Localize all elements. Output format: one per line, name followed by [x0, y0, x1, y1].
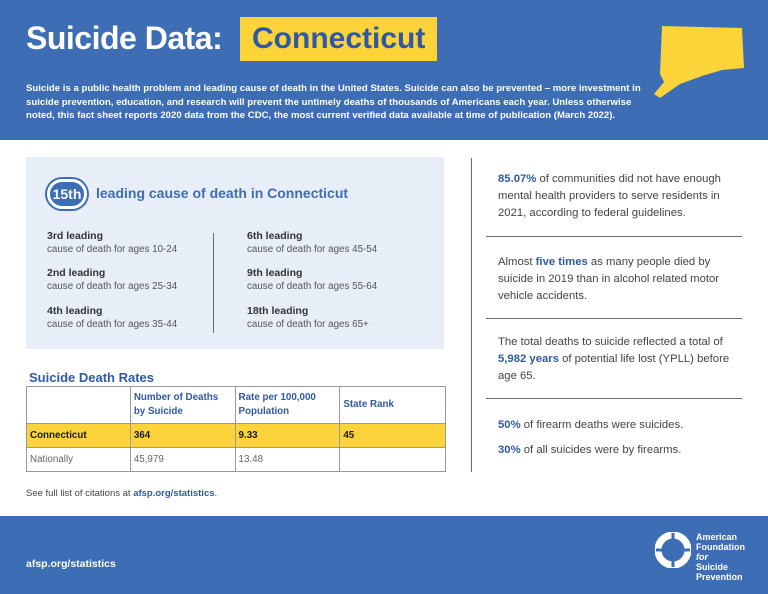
leading-cause-panel [26, 157, 444, 349]
citation-note [26, 488, 217, 499]
age-cause-item [247, 304, 422, 332]
table-cell-rank: 45 [340, 424, 446, 448]
table-cell-deaths: 45,979 [130, 448, 235, 472]
fact-highlight: 5,982 years [498, 353, 559, 365]
citation-link[interactable]: afsp.org/statistics [133, 488, 215, 499]
table-cell-deaths: 364 [130, 424, 235, 448]
table-cell-rank [340, 448, 446, 472]
age-cause-rank: 4th leading [47, 305, 103, 317]
citation-prefix: See full list of citations at [26, 488, 134, 499]
state-name-badge: Connecticut [240, 17, 437, 61]
fact-text: of potential life lost (YPLL) before age 65. [498, 353, 730, 382]
rank-badge: 15th [47, 179, 87, 209]
age-cause-ages: cause of death for ages 45-54 [247, 244, 378, 255]
age-cause-rank: 18th leading [247, 305, 309, 317]
fact-item [498, 334, 748, 385]
rates-table [26, 386, 446, 472]
rates-table-title: Suicide Death Rates [29, 370, 154, 385]
life-ring-logo-icon [655, 532, 691, 568]
age-cause-rank: 2nd leading [47, 267, 106, 279]
age-cause-item [247, 229, 422, 257]
org-name-line: Foundation [696, 542, 745, 552]
org-name-line: for [696, 552, 708, 562]
table-header-row [27, 387, 446, 424]
table-header-cell: Rate per 100,000 Population [235, 387, 340, 424]
fact-text: of all suicides were by firearms. [520, 444, 682, 456]
age-cause-rank: 6th leading [247, 230, 303, 242]
citation-suffix: . [214, 488, 218, 499]
fact-item [498, 171, 748, 222]
age-cause-ages: cause of death for ages 35-44 [47, 319, 178, 330]
page-title: Suicide Data: [26, 20, 223, 56]
fact-highlight: 30% [498, 444, 521, 456]
org-name-line: American [696, 532, 738, 542]
column-divider [471, 158, 472, 472]
fact-divider [486, 398, 742, 399]
table-cell-name: Nationally [27, 448, 131, 472]
org-name-line: Prevention [696, 572, 743, 582]
age-cause-rank: 3rd leading [47, 230, 104, 242]
age-cause-item [247, 266, 422, 294]
rank-label: leading cause of death in Connecticut [96, 185, 349, 201]
fact-highlight: 50% [498, 419, 521, 431]
age-cause-ages: cause of death for ages 55-64 [247, 281, 378, 292]
fact-divider [486, 318, 742, 319]
table-cell-name: Connecticut [27, 424, 131, 448]
table-row [27, 448, 446, 472]
table-cell-rate: 13.48 [235, 448, 340, 472]
org-name [696, 532, 745, 582]
age-cause-rank: 9th leading [247, 267, 303, 279]
fact-text: of firearm deaths were suicides. [520, 419, 684, 431]
fact-item [498, 442, 748, 459]
table-header-cell [27, 387, 131, 424]
age-cause-item [47, 304, 222, 332]
fact-highlight: five times [535, 256, 588, 268]
table-cell-rate: 9.33 [235, 424, 340, 448]
fact-text: Almost [498, 256, 536, 268]
fact-highlight: 85.07% [498, 173, 537, 185]
footer-band [0, 516, 768, 594]
intro-paragraph: Suicide is a public health problem and leading cause of death in the United States. Suicide can also be prevented – more investment in suicide prevention, education, and research will prevent the untimely deaths of thousands of Americans each year. Unless otherwise noted, this fact sheet reports 2020 data from the CDC, the most current verified data available at time of publication (March 2022). [26, 83, 641, 121]
footer-link[interactable]: afsp.org/statistics [26, 558, 116, 570]
fact-text: of communities did not have enough mental health providers to serve residents in 2021, according to federal guidelines. [498, 173, 721, 219]
org-name-line: Suicide [696, 562, 729, 572]
age-cause-ages: cause of death for ages 65+ [247, 319, 369, 330]
fact-item [498, 417, 748, 434]
age-cause-item [47, 266, 222, 294]
table-row [27, 424, 446, 448]
age-cause-ages: cause of death for ages 10-24 [47, 244, 178, 255]
fact-text: The total deaths to suicide reflected a total of [498, 336, 723, 348]
connecticut-outline-icon [650, 24, 746, 104]
table-header-cell: Number of Deaths by Suicide [130, 387, 235, 424]
age-cause-item [47, 229, 222, 257]
fact-text: as many people died by suicide in 2019 than in alcohol related motor vehicle accidents. [498, 256, 720, 302]
table-header-cell: State Rank [340, 387, 446, 424]
fact-divider [486, 236, 742, 237]
fact-item [498, 254, 748, 305]
age-cause-ages: cause of death for ages 25-34 [47, 281, 178, 292]
